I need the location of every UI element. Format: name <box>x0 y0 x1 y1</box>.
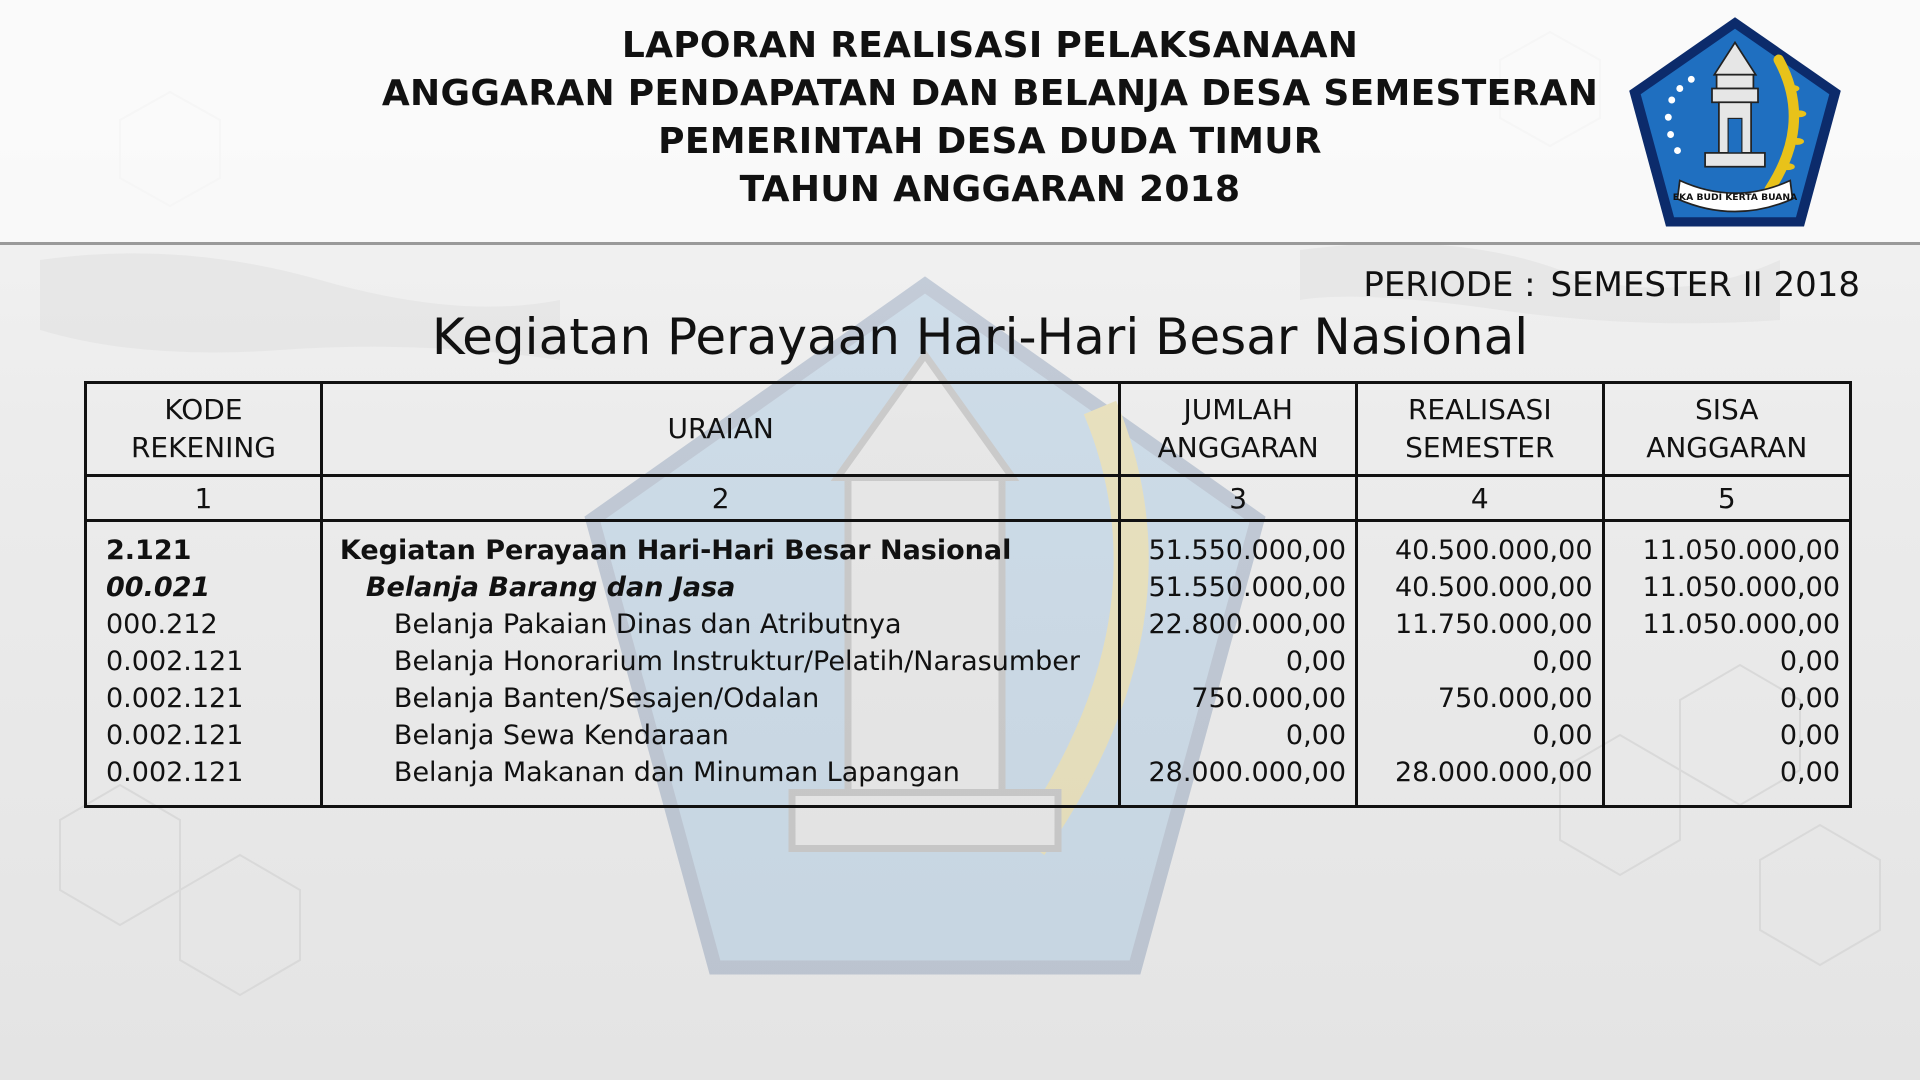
jumlah-cell: 51.550.000,00 <box>1148 572 1347 603</box>
title-line-3: PEMERINTAH DESA DUDA TIMUR <box>658 121 1322 162</box>
header-sisa-line2: ANGGARAN <box>1646 431 1808 464</box>
column-number: 2 <box>321 476 1119 521</box>
uraian-cell: Belanja Sewa Kendaraan <box>393 720 729 751</box>
sisa-anggaran-column <box>1603 521 1851 807</box>
kode-column <box>86 521 322 807</box>
title-line-2: ANGGARAN PENDAPATAN DAN BELANJA DESA SEMESTERAN <box>381 73 1599 114</box>
kode-cell: 00.021 <box>106 572 211 603</box>
header-jumlah-line1: JUMLAH <box>1183 393 1293 426</box>
uraian-cell: Belanja Honorarium Instruktur/Pelatih/Narasumber <box>393 646 1081 677</box>
period-prefix: PERIODE : <box>1363 265 1536 305</box>
title-line-4: TAHUN ANGGARAN 2018 <box>739 169 1241 210</box>
sisa-cell: 0,00 <box>1779 646 1840 677</box>
jumlah-cell: 22.800.000,00 <box>1148 609 1347 640</box>
column-number: 5 <box>1603 476 1851 521</box>
budget-realization-table <box>84 381 1852 808</box>
realisasi-cell: 11.750.000,00 <box>1394 609 1593 640</box>
header-uraian: URAIAN <box>321 383 1119 476</box>
column-number: 1 <box>86 476 322 521</box>
period-value: SEMESTER II 2018 <box>1550 265 1860 305</box>
kode-cell: 2.121 <box>106 535 192 566</box>
kode-cell: 0.002.121 <box>106 683 244 714</box>
uraian-cell: Belanja Makanan dan Minuman Lapangan <box>393 757 960 788</box>
jumlah-cell: 750.000,00 <box>1191 683 1347 714</box>
regency-emblem-logo <box>1620 8 1850 238</box>
header-realisasi-line2: SEMESTER <box>1405 431 1555 464</box>
table-body-row <box>86 521 1851 807</box>
kode-cell: 0.002.121 <box>106 757 244 788</box>
sisa-cell: 0,00 <box>1779 683 1840 714</box>
table-header-row <box>86 383 1851 476</box>
uraian-cell: Kegiatan Perayaan Hari-Hari Besar Nasional <box>339 535 1012 566</box>
sisa-cell: 0,00 <box>1779 757 1840 788</box>
period-label <box>1359 265 1860 305</box>
realisasi-cell: 0,00 <box>1532 720 1593 751</box>
sisa-cell: 11.050.000,00 <box>1642 535 1840 566</box>
header-jumlah-anggaran <box>1120 383 1357 476</box>
jumlah-anggaran-column <box>1120 521 1357 807</box>
header-divider <box>0 242 1920 245</box>
realisasi-cell: 0,00 <box>1532 646 1593 677</box>
column-number: 3 <box>1120 476 1357 521</box>
kode-cell: 0.002.121 <box>106 646 244 677</box>
header-kode-rekening: KODE REKENING <box>86 383 322 476</box>
kode-cell: 000.212 <box>106 609 218 640</box>
realisasi-cell: 750.000,00 <box>1437 683 1593 714</box>
jumlah-cell: 0,00 <box>1285 646 1347 677</box>
sisa-cell: 11.050.000,00 <box>1642 609 1840 640</box>
uraian-cell: Belanja Banten/Sesajen/Odalan <box>393 683 820 714</box>
kode-cell: 0.002.121 <box>106 720 244 751</box>
realisasi-semester-column <box>1357 521 1603 807</box>
header-sisa-line1: SISA <box>1695 393 1759 426</box>
title-line-1: LAPORAN REALISASI PELAKSANAAN <box>621 25 1359 66</box>
realisasi-cell: 28.000.000,00 <box>1394 757 1593 788</box>
logo-motto: EKA BUDI KERTA BUANA <box>1672 192 1798 204</box>
jumlah-cell: 0,00 <box>1285 720 1347 751</box>
uraian-cell: Belanja Barang dan Jasa <box>365 572 736 603</box>
uraian-column <box>321 521 1119 807</box>
header-jumlah-line2: ANGGARAN <box>1157 431 1319 464</box>
sisa-cell: 11.050.000,00 <box>1642 572 1840 603</box>
column-number: 4 <box>1357 476 1603 521</box>
header-realisasi-semester <box>1357 383 1603 476</box>
jumlah-cell: 51.550.000,00 <box>1148 535 1347 566</box>
activity-title: Kegiatan Perayaan Hari-Hari Besar Nasional <box>431 308 1529 366</box>
uraian-cell: Belanja Pakaian Dinas dan Atributnya <box>393 609 902 640</box>
header-realisasi-line1: REALISASI <box>1407 393 1552 426</box>
column-number-row <box>86 476 1851 521</box>
header-sisa-anggaran <box>1603 383 1851 476</box>
report-title <box>330 22 1650 214</box>
sisa-cell: 0,00 <box>1779 720 1840 751</box>
realisasi-cell: 40.500.000,00 <box>1394 535 1593 566</box>
jumlah-cell: 28.000.000,00 <box>1148 757 1347 788</box>
realisasi-cell: 40.500.000,00 <box>1394 572 1593 603</box>
